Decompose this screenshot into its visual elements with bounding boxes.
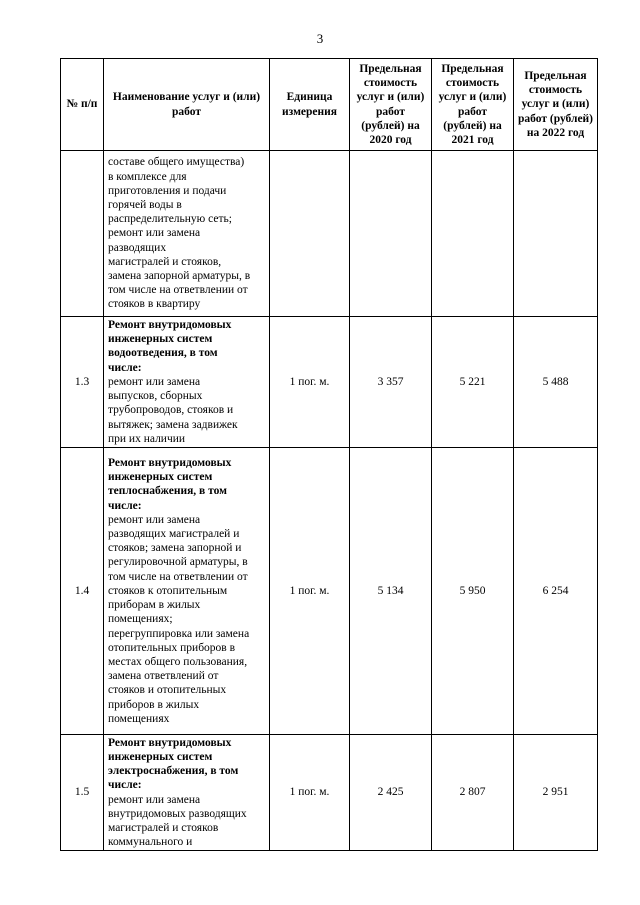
service-description-line: стояков к отопительным [108,584,228,597]
service-description-line: коммунального и [108,836,193,849]
table-row [61,448,598,735]
row-number: 1.5 [61,735,104,851]
table-row [61,151,598,317]
service-description-line: ремонт или замена [108,513,201,526]
service-title-line: теплоснабжения, в том [108,485,227,498]
service-title-line: Ремонт внутридомовых [108,457,232,470]
service-description-line: в комплексе для [108,170,187,183]
service-title-line: водоотведения, в том [108,347,218,360]
service-title-line: числе: [108,779,142,792]
service-title-line: инженерных систем [108,471,213,484]
row-price-2022 [514,151,598,317]
row-number [61,151,104,317]
row-unit: 1 пог. м. [270,735,350,851]
service-description-line: ремонт или замена [108,793,201,806]
row-price-2022: 5 488 [514,317,598,448]
header-name: Наименование услуг и (или) работ [104,59,270,151]
service-description-line: при их наличии [108,432,186,445]
table-row [61,317,598,448]
service-title-line: числе: [108,361,142,374]
row-unit: 1 пог. м. [270,448,350,735]
header-num: № п/п [61,59,104,151]
table-header-row [61,59,598,151]
service-description-line: стояков; замена запорной и [108,542,242,555]
row-number: 1.3 [61,317,104,448]
service-description-line: стояков в квартиру [108,298,201,311]
service-description-line: регулировочной арматуры, в [108,556,248,569]
service-description-line: помещениях; [108,613,173,626]
service-description-line: трубопроводов, стояков и [108,404,234,417]
table-body [61,151,598,851]
row-service-name [104,735,270,851]
service-title-line: числе: [108,499,142,512]
service-description-line: помещениях [108,712,170,725]
row-unit [270,151,350,317]
service-description-line: замена запорной арматуры, в [108,270,251,282]
service-description-line: составе общего имущества) [108,156,245,169]
service-description-line: приборов в жилых [108,698,200,711]
service-description-line: приготовления и подачи [108,184,227,197]
service-description-line: местах общего пользования, [108,655,248,668]
row-service-name [104,448,270,735]
service-description-line: замена ответвлений от [108,670,219,683]
service-description-line: ремонт или замена [108,227,201,240]
table-row [61,735,598,851]
tariff-table [60,58,598,851]
service-title-line: инженерных систем [108,750,213,763]
service-title-line: Ремонт внутридомовых [108,319,232,332]
service-title-line: электроснабжения, в том [108,765,239,778]
header-price-2021: Предельная стоимость услуг и (или) работ (рублей) на 2021 год [432,59,514,151]
service-description-line: выпусков, сборных [108,390,203,403]
row-unit: 1 пог. м. [270,317,350,448]
service-description-line: стояков и отопительных [108,684,227,697]
service-description-line: приборам в жилых [108,599,201,612]
service-description-line: внутридомовых разводящих [108,807,247,820]
row-price-2021: 5 221 [432,317,514,448]
header-price-2020: Предельная стоимость услуг и (или) работ (рублей) на 2020 год [350,59,432,151]
service-description-line: перегруппировка или замена [108,627,250,640]
service-description-line: ремонт или замена [108,375,201,388]
service-description-line: магистралей и стояков, [108,255,222,268]
service-description-line: отопительных приборов в [108,641,236,654]
service-description-line: магистралей и стояков [108,821,219,834]
service-title-line: инженерных систем [108,333,213,346]
service-description-line: том числе на ответвлении от [108,284,248,297]
service-title-line: Ремонт внутридомовых [108,736,232,749]
row-price-2020: 2 425 [350,735,432,851]
service-description-line: горячей воды в [108,198,182,211]
row-price-2021 [432,151,514,317]
row-price-2020 [350,151,432,317]
service-description-line: распределительную сеть; [108,213,232,226]
row-price-2022: 6 254 [514,448,598,735]
row-service-name [104,317,270,448]
row-price-2020: 5 134 [350,448,432,735]
service-description-line: вытяжек; замена задвижек [108,418,238,431]
page-number: 3 [316,31,324,46]
service-description-line: разводящих [108,241,167,254]
row-service-name [104,151,270,317]
row-price-2020: 3 357 [350,317,432,448]
header-price-2022: Предельная стоимость услуг и (или) работ (рублей) на 2022 год [514,59,598,151]
row-price-2021: 2 807 [432,735,514,851]
row-number: 1.4 [61,448,104,735]
service-description-line: том числе на ответвлении от [108,570,248,583]
header-unit: Единица измерения [270,59,350,151]
row-price-2022: 2 951 [514,735,598,851]
service-description-line: разводящих магистралей и [108,528,240,541]
row-price-2021: 5 950 [432,448,514,735]
